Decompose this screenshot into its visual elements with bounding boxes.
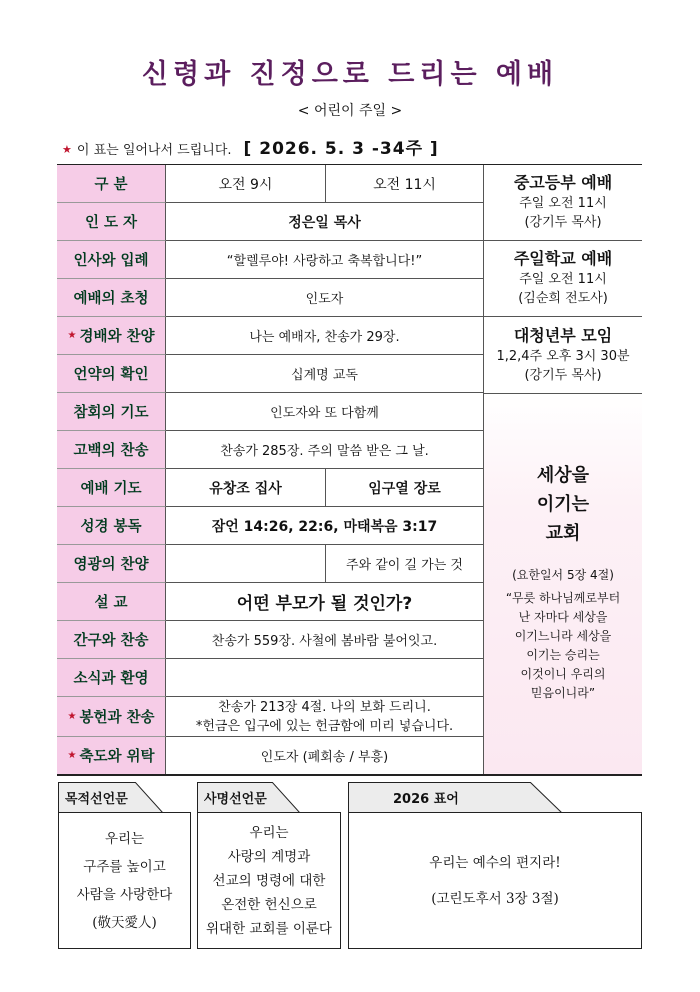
prayer-am11: 임구열 장로 xyxy=(326,469,484,507)
star-icon: ★ xyxy=(67,711,77,722)
offering-label-text: 봉헌과 찬송 xyxy=(79,710,155,726)
leader-value: 정은일 목사 xyxy=(166,203,484,241)
mission-line: 온전한 헌신으로 xyxy=(221,896,317,913)
motto-title: 2026 표어 xyxy=(393,792,459,807)
purpose-line: 구주를 높이고 xyxy=(83,858,166,875)
standing-notice xyxy=(62,134,439,159)
verse-line: 이기느니라 세상을 xyxy=(514,629,612,643)
purpose-tab xyxy=(58,782,163,813)
header-am9: 오전 9시 xyxy=(166,165,326,203)
theme-title xyxy=(537,461,589,548)
sunday-school-leader: (김순희 전도사) xyxy=(518,291,608,306)
young-adult-meeting xyxy=(484,317,642,394)
star-icon: ★ xyxy=(62,143,72,156)
label-invitation: 예배의 초청 xyxy=(57,279,166,317)
offering-value xyxy=(166,697,484,737)
prayer-am9: 유창조 집사 xyxy=(166,469,326,507)
label-greeting: 인사와 입례 xyxy=(57,241,166,279)
theme-panel xyxy=(484,394,642,774)
label-division: 구 분 xyxy=(57,165,166,203)
supplication-value: 찬송가 559장. 사철에 봄바람 불어잇고. xyxy=(166,621,484,659)
repentance-value: 인도자와 또 다함께 xyxy=(166,393,484,431)
label-supplication: 간구와 찬송 xyxy=(57,621,166,659)
motto-line: 우리는 예수의 편지라! xyxy=(429,854,561,871)
theme-reference: (요한일서 5장 4절) xyxy=(512,568,614,582)
blessing-value: 인도자 (폐회송 / 부흥) xyxy=(166,737,484,774)
motto-tab xyxy=(348,782,562,813)
label-sermon: 설 교 xyxy=(57,583,166,621)
praise-value: 나는 예배자, 찬송가 29장. xyxy=(166,317,484,355)
sunday-school-service xyxy=(484,241,642,317)
purpose-box xyxy=(58,812,191,949)
youth-service xyxy=(484,165,642,241)
label-offering xyxy=(57,697,166,737)
offering-note: *헌금은 입구에 있는 헌금함에 미리 넣습니다. xyxy=(195,718,454,734)
tab-corner-icon xyxy=(272,782,300,813)
invitation-value: 인도자 xyxy=(166,279,484,317)
verse-line: 이기는 승리는 xyxy=(526,648,600,662)
purpose-line: 사람을 사랑한다 xyxy=(76,886,173,903)
label-news: 소식과 환영 xyxy=(57,659,166,697)
motto-line: (고린도후서 3장 3절) xyxy=(431,890,559,907)
mission-tab xyxy=(197,782,300,813)
youth-time: 주일 오전 11시 xyxy=(519,196,607,211)
label-scripture: 성경 봉독 xyxy=(57,507,166,545)
scripture-value: 잠언 14:26, 22:6, 마태복음 3:17 xyxy=(166,507,484,545)
mission-line: 위대한 교회를 이룬다 xyxy=(206,920,332,937)
page-title: 신령과 진정으로 드리는 예배 xyxy=(141,59,559,90)
label-covenant: 언약의 확인 xyxy=(57,355,166,393)
sunday-school-time: 주일 오전 11시 xyxy=(519,272,607,287)
tab-corner-icon xyxy=(530,782,562,813)
label-prayer: 예배 기도 xyxy=(57,469,166,507)
label-leader: 인 도 자 xyxy=(57,203,166,241)
verse-line: 난 자마다 세상을 xyxy=(518,610,608,624)
theme-line: 세상을 xyxy=(536,465,590,486)
label-blessing xyxy=(57,737,166,774)
motto-box xyxy=(348,812,642,949)
purpose-line: 우리는 xyxy=(104,830,145,847)
youth-leader: (강기두 목사) xyxy=(524,215,602,230)
offering-hymn: 찬송가 213장 4절. 나의 보화 드리니. xyxy=(218,699,431,715)
page-subtitle: < 어린이 주일 > xyxy=(297,103,403,119)
mission-title: 사명선언문 xyxy=(204,792,267,807)
theme-verse xyxy=(506,589,620,703)
star-icon: ★ xyxy=(67,330,77,341)
covenant-value: 십계명 교독 xyxy=(166,355,484,393)
mission-line: 우리는 xyxy=(249,824,289,841)
mission-line: 사랑의 계명과 xyxy=(227,848,311,865)
theme-line: 교회 xyxy=(545,523,581,544)
label-praise xyxy=(57,317,166,355)
date-line: [ 2026. 5. 3 -34주 ] xyxy=(243,139,439,159)
young-adult-title: 대청년부 모임 xyxy=(513,325,613,345)
theme-line: 이기는 xyxy=(536,494,590,515)
verse-line: 믿음이니라” xyxy=(530,686,596,700)
mission-box xyxy=(197,812,341,949)
youth-title: 중고등부 예배 xyxy=(513,173,613,192)
young-adult-leader: (강기두 목사) xyxy=(524,367,602,383)
worship-order-table xyxy=(57,164,642,776)
label-glory: 영광의 찬양 xyxy=(57,545,166,583)
purpose-title: 목적선언문 xyxy=(65,792,128,807)
sermon-title: 어떤 부모가 될 것인가? xyxy=(166,583,484,621)
purpose-line: (敬天愛人) xyxy=(92,914,157,931)
sunday-school-title: 주일학교 예배 xyxy=(513,249,613,268)
star-icon: ★ xyxy=(67,750,77,761)
blessing-label-text: 축도와 위탁 xyxy=(79,749,155,765)
glory-am9 xyxy=(166,545,326,583)
header-am11: 오전 11시 xyxy=(326,165,484,203)
label-repentance: 참회의 기도 xyxy=(57,393,166,431)
verse-line: “무릇 하나님께로부터 xyxy=(505,591,621,605)
glory-am11: 주와 같이 길 가는 것 xyxy=(326,545,484,583)
news-value xyxy=(166,659,484,697)
confession-hymn-value: 찬송가 285장. 주의 말씀 받은 그 날. xyxy=(166,431,484,469)
greeting-value: “할렐루야! 사랑하고 축복합니다!” xyxy=(166,241,484,279)
tab-corner-icon xyxy=(135,782,163,813)
notice-text: 이 표는 일어나서 드립니다. xyxy=(76,143,232,158)
young-adult-time: 1,2,4주 오후 3시 30분 xyxy=(496,348,630,364)
mission-line: 선교의 명령에 대한 xyxy=(212,872,326,889)
praise-label-text: 경배와 찬양 xyxy=(79,329,155,345)
label-confession-hymn: 고백의 찬송 xyxy=(57,431,166,469)
verse-line: 이것이니 우리의 xyxy=(520,667,606,681)
